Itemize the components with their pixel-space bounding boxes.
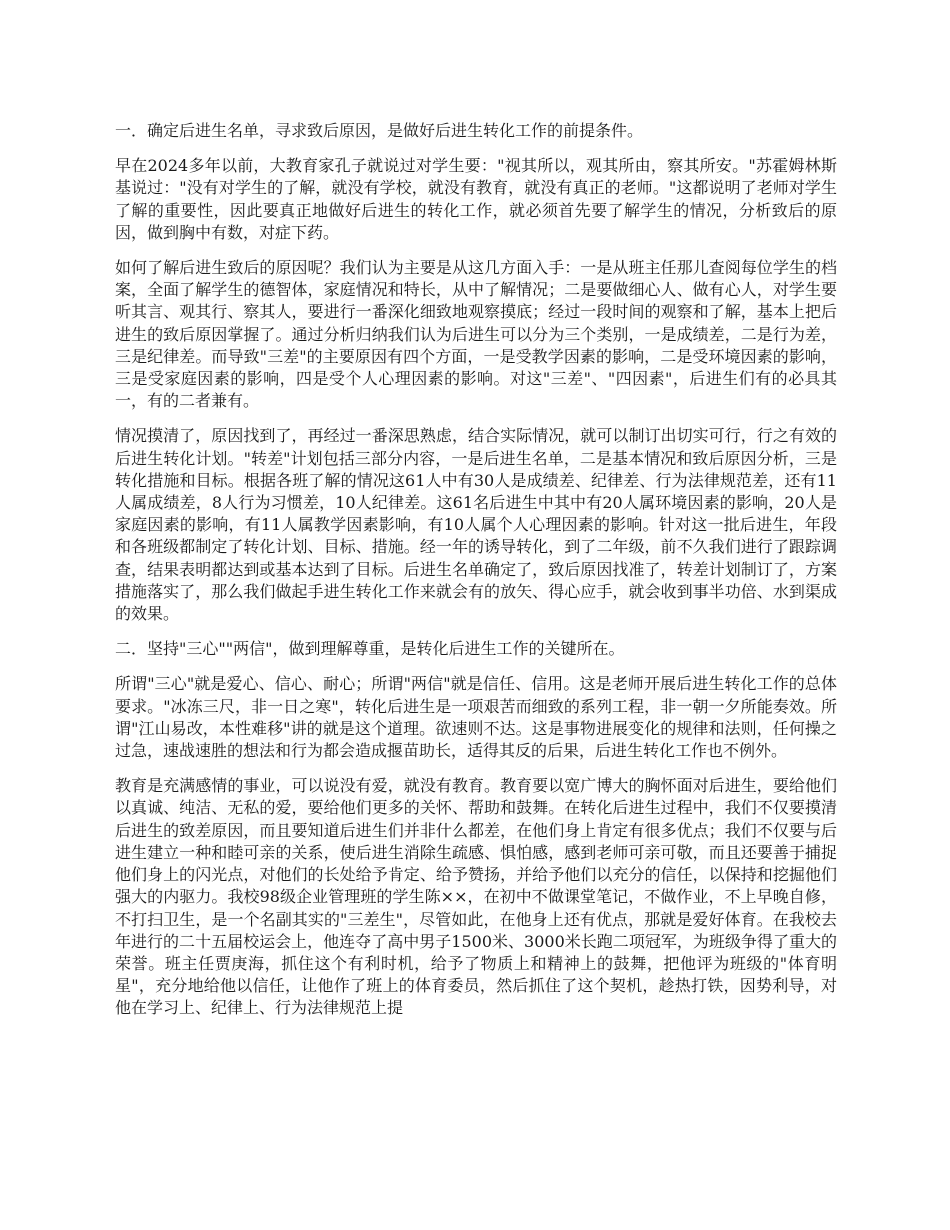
document-body [115, 120, 837, 1033]
section-heading-1: 一．确定后进生名单，寻求致后原因，是做好后进生转化工作的前提条件。 [115, 121, 644, 140]
paragraph: 如何了解后进生致后的原因呢？我们认为主要是从这几方面入手：一是从班主任那儿查阅每位学生的档案，全面了解学生的德智体，家庭情况和特长，从中了解情况；二是要做细心人、做有心人，对学生要听其言、观其行、察其人，要进行一番深化细致地观察摸底；经过一段时间的观察和了解，基本上把后进生的致后原因掌握了。通过分析归纳我们认为后进生可以分为三个类别，一是成绩差，二是行为差，三是纪律差。而导致"三差"的主要原因有四个方面，一是受教学因素的影响，二是受环境因素的影响，三是受家庭因素的影响，四是受个人心理因素的影响。对这"三差"、"四因素"，后进生们有的必具其一，有的二者兼有。 [115, 258, 837, 411]
paragraph: 教育是充满感情的事业，可以说没有爱，就没有教育。教育要以宽广博大的胸怀面对后进生，要给他们以真诚、纯洁、无私的爱，要给他们更多的关怀、帮助和鼓舞。在转化后进生过程中，我们不仅要摸清后进生的致差原因，而且要知道后进生们并非什么都差，在他们身上肯定有很多优点；我们不仅要与后进生建立一种和睦可亲的关系，使后进生消除生疏感、惧怕感，感到老师可亲可敬，而且还要善于捕捉他们身上的闪光点，对他们的长处给予肯定、给予赞扬，并给予他们以充分的信任，以保持和挖掘他们强大的内驱力。我校98级企业管理班的学生陈××，在初中不做课堂笔记，不做作业，不上早晚自修，不打扫卫生，是一个名副其实的"三差生"，尽管如此，在他身上还有优点，那就是爱好体育。在我校去年进行的二十五届校运会上，他连夺了高中男子1500米、3000米长跑二项冠军，为班级争得了重大的荣誉。班主任贾庚海，抓住这个有利时机，给予了物质上和精神上的鼓舞，把他评为班级的"体育明星"，充分地给他以信任，让他作了班上的体育委员，然后抓住了这个契机，趁热打铁，因势利导，对他在学习上、纪律上、行为法律规范上提 [115, 776, 837, 1018]
paragraph: 早在2024多年以前，大教育家孔子就说过对学生要："视其所以，观其所由，察其所安。"苏霍姆林斯基说过："没有对学生的了解，就没有学校，就没有教育，就没有真正的老师。"这都说明了老师对学生了解的重要性，因此要真正地做好后进生的转化工作，就必须首先要了解学生的情况，分析致后的原因，做到胸中有数，对症下药。 [115, 156, 837, 242]
paragraph: 所谓"三心"就是爱心、信心、耐心；所谓"两信"就是信任、信用。这是老师开展后进生转化工作的总体要求。"冰冻三尺，非一日之寒"，转化后进生是一项艰苦而细致的系列工程，非一朝一夕所能奏效。所谓"江山易改，本性难移"讲的就是这个道理。欲速则不达。这是事物进展变化的规律和法则，任何操之过急，速战速胜的想法和行为都会造成揠苗助长，适得其反的后果，后进生转化工作也不例外。 [115, 674, 837, 761]
section-heading-2: 二．坚持"三心""两信"，做到理解尊重，是转化后进生工作的关键所在。 [115, 639, 625, 659]
paragraph: 情况摸清了，原因找到了，再经过一番深思熟虑，结合实际情况，就可以制订出切实可行，行之有效的后进生转化计划。"转差"计划包括三部分内容，一是后进生名单，二是基本情况和致后原因分析，三是转化措施和目标。根据各班了解的情况这61人中有30人是成绩差、纪律差、行为法律规范差，还有11人属成绩差，8人行为习惯差，10人纪律差。这61名后进生中其中有20人属环境因素的影响，20人是家庭因素的影响，有11人属教学因素影响，有10人属个人心理因素的影响。针对这一批后进生，年段和各班级都制定了转化计划、目标、措施。经一年的诱导转化，到了二年级，前不久我们进行了跟踪调查，结果表明都达到或基本达到了目标。后进生名单确定了，致后原因找准了，转差计划制订了，方案措施落实了，那么我们做起手进生转化工作来就会有的放矢、得心应手，就会收到事半功倍、水到渠成的效果。 [115, 426, 837, 624]
